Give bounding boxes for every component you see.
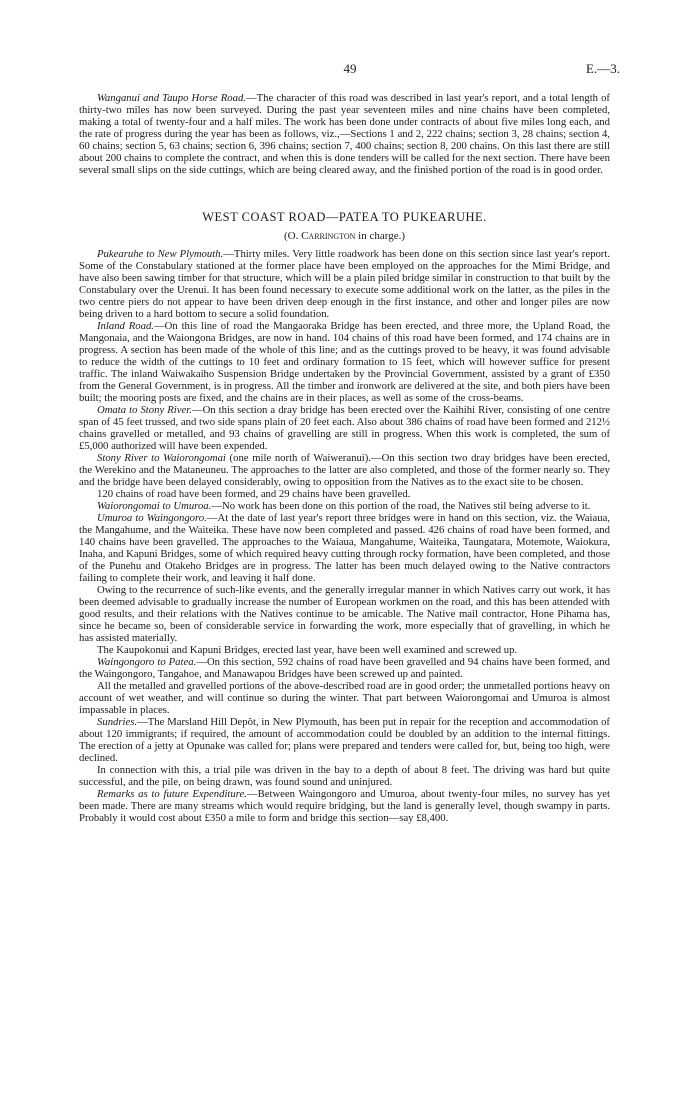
- section-title: WEST COAST ROAD—PATEA TO PUKEARUHE.: [202, 210, 487, 224]
- document-body: [79, 92, 610, 824]
- paragraph-text: —On this section, 592 chains of road have been gravelled and 94 chains have been formed, and the Waingongoro, Tangahoe, and Manawapou Bridges have been screwed up and painted.: [79, 656, 610, 680]
- paragraph-lead: Waingongoro to Patea.: [97, 656, 197, 668]
- paragraph: [79, 488, 610, 500]
- paragraph-lead: Pukearuhe to New Plymouth.: [97, 248, 224, 260]
- paragraph: [79, 644, 610, 656]
- paragraph-text: (one mile north of Waiweranui).—On this section two dray bridges have been erected, the Werekino and the Mataneuneu. The approaches to the latter are also completed, and those of the former nearly so. They and the bridge have been delayed considerably, owing to opposition from the Natives as to the exact site to be chosen.: [79, 452, 611, 488]
- paragraph: [79, 248, 610, 320]
- page-reference: E.—3.: [586, 61, 620, 76]
- engineer-name: Carrington: [301, 230, 356, 242]
- paragraph-lead: Umuroa to Waingongoro.: [97, 512, 207, 524]
- paragraph-text: —The character of this road was described in last year's report, and a total length of thirty-two miles has now been surveyed. During the past year seventeen miles and nine chains have been completed, making a total of twenty-four and a half miles. The work has been done under contracts of about five miles long each, and the rate of progress during the year has been as follows, viz.,—Sections 1 and 2, 222 chains; section 3, 28 chains; section 4, 60 chains; section 5, 63 chains; section 6, 396 chains; section 7, 400 chains; section 8, 200 chains. On this last there are still about 200 chains to complete the contract, and when this is done tenders will be called for the next section. There have been several small slips on the side cuttings, which are being cleared away, and the finished portion of the road is in good order.: [79, 92, 610, 176]
- paragraph: [79, 512, 610, 584]
- paragraph-text: 120 chains of road have been formed, and 29 chains have been gravelled.: [97, 488, 411, 500]
- paragraph-text: —Thirty miles. Very little roadwork has been done on this section since last year's report. Some of the Constabulary stationed at the former place have been employed on the approaches for the Mimi Bridge, and have also been sawing timber for that structure, which will be a plain piled bridge similar in construction to that built by the Constabulary over the Urenui. It has been found necessary to execute some additional work on the latter, as the piles in the two centre piers do not appear to have been driven deep enough in the first instance, and other and longer piles are now being driven to a hard bottom to secure a solid foundation.: [79, 248, 610, 320]
- paragraph: [79, 320, 610, 404]
- subtitle-close: in charge.): [355, 230, 405, 242]
- paragraph-text: —The Marsland Hill Depôt, in New Plymouth, has been put in repair for the reception and accommodation of about 120 immigrants; if required, the amount of accommodation could be doubled by an addition to the internal fittings. The erection of a jetty at Opunake was called for; plans were prepared and tenders were called for, but, being too high, were declined.: [79, 716, 610, 764]
- section-paragraphs: [79, 248, 610, 824]
- paragraph-text: —On this line of road the Mangaoraka Bridge has been erected, and three more, the Upland Road, the Mangonaia, and the Waiongona Bridges, are now in hand. 104 chains of this road have been formed, and 174 chains are in progress. A section has been made of the whole of this line; and as the cuttings proved to be heavy, it was found advisable to reduce the width of the cuttings to 10 feet and ordinary formation to 15 feet, which will however suffice for present traffic. The inland Waiwakaiho Suspension Bridge undertaken by the Provincial Government, assisted by a grant of £350 from the General Government, is in progress. All the timber and ironwork are delivered at the site, and both piers have been built; the mooring posts are fixed, and the chains are in their places, as well as some of the cross-beams.: [79, 320, 611, 404]
- paragraph-text: —At the date of last year's report three bridges were in hand on this section, viz. the Waiaua, the Mangahume, and the Waiteika. These have now been completed and passed. 426 chains of road have been formed, and 140 chains have been gravelled. The approaches to the Waiaua, Mangahume, Waiteika, Taungatara, Motemote, Waiokura, Inaha, and Kapuni Bridges, some of which required heavy cutting through rocky formation, have been completed, and those of the Punehu and Otakeho Bridges are in progress. The latter has been much delayed owing to the Native contractors failing to complete their work, and leaving it half done.: [79, 512, 610, 584]
- paragraph: [79, 584, 610, 644]
- page-number: 49: [343, 61, 357, 76]
- paragraph: [79, 716, 610, 764]
- paragraph-text: —Between Waingongoro and Umuroa, about twenty-four miles, no survey has yet been made. There are many streams which would require bridging, but the land is generally level, though swampy in parts. Probably it would cost about £350 a mile to form and bridge this section—say £8,400.: [79, 788, 610, 824]
- paragraph-lead: Stony River to Waiorongomai: [97, 452, 226, 464]
- paragraph: [79, 404, 610, 452]
- paragraph-text: All the metalled and gravelled portions of the above-described road are in good order; the unmetalled portions heavy on account of wet weather, and will continue so during the winter. That part between Waiorongomai and Umuroa is almost impassable in places.: [79, 680, 610, 716]
- paragraph-text: In connection with this, a trial pile was driven in the bay to a depth of about 8 feet. The driving was hard but quite successful, and the pile, on being drawn, was found sound and uninjured.: [79, 764, 610, 788]
- paragraph-lead: Wanganui and Taupo Horse Road.: [97, 92, 246, 104]
- paragraph-lead: Sundries.: [97, 716, 138, 728]
- paragraph-text: —No work has been done on this portion of the road, the Natives stil being adverse to it.: [211, 500, 591, 512]
- paragraph-text: The Kaupokonui and Kapuni Bridges, erected last year, have been well examined and screwed up.: [97, 644, 518, 656]
- paragraph: [79, 764, 610, 788]
- paragraph: [79, 452, 610, 488]
- subtitle-open: (O.: [283, 230, 302, 242]
- paragraph-text: —On this section a dray bridge has been erected over the Kaihihi River, consisting of one centre span of 45 feet trussed, and two side spans plain of 20 feet each. Also about 386 chains of road have been formed and 212½ chains gravelled or metalled, and 93 chains of gravelling are still in progress. When this work is completed, the sum of £5,000 authorized will have been expended.: [79, 404, 610, 452]
- paragraph: [79, 680, 610, 716]
- section-subtitle: [79, 230, 610, 242]
- paragraph: [79, 500, 610, 512]
- paragraph-text: Owing to the recurrence of such-like events, and the generally irregular manner in which Natives carry out work, it has been deemed advisable to gradually increase the number of European workmen on the road, and this has been attended with good results, and their relations with the Natives continue to be amicable. The Native mail contractor, Hone Pihama has, since he became so, been of considerable service in forwarding the work, more especially that of gravelling, in which he has assisted materially.: [79, 584, 610, 644]
- paragraph-lead: Waiorongomai to Umuroa.: [97, 500, 212, 512]
- paragraph: [79, 788, 610, 824]
- paragraph-lead: Inland Road.: [97, 320, 154, 332]
- intro-paragraph: [79, 92, 610, 176]
- paragraph-lead: Remarks as to future Expenditure.: [97, 788, 247, 800]
- paragraph-lead: Omata to Stony River.: [97, 404, 192, 416]
- paragraph: [79, 656, 610, 680]
